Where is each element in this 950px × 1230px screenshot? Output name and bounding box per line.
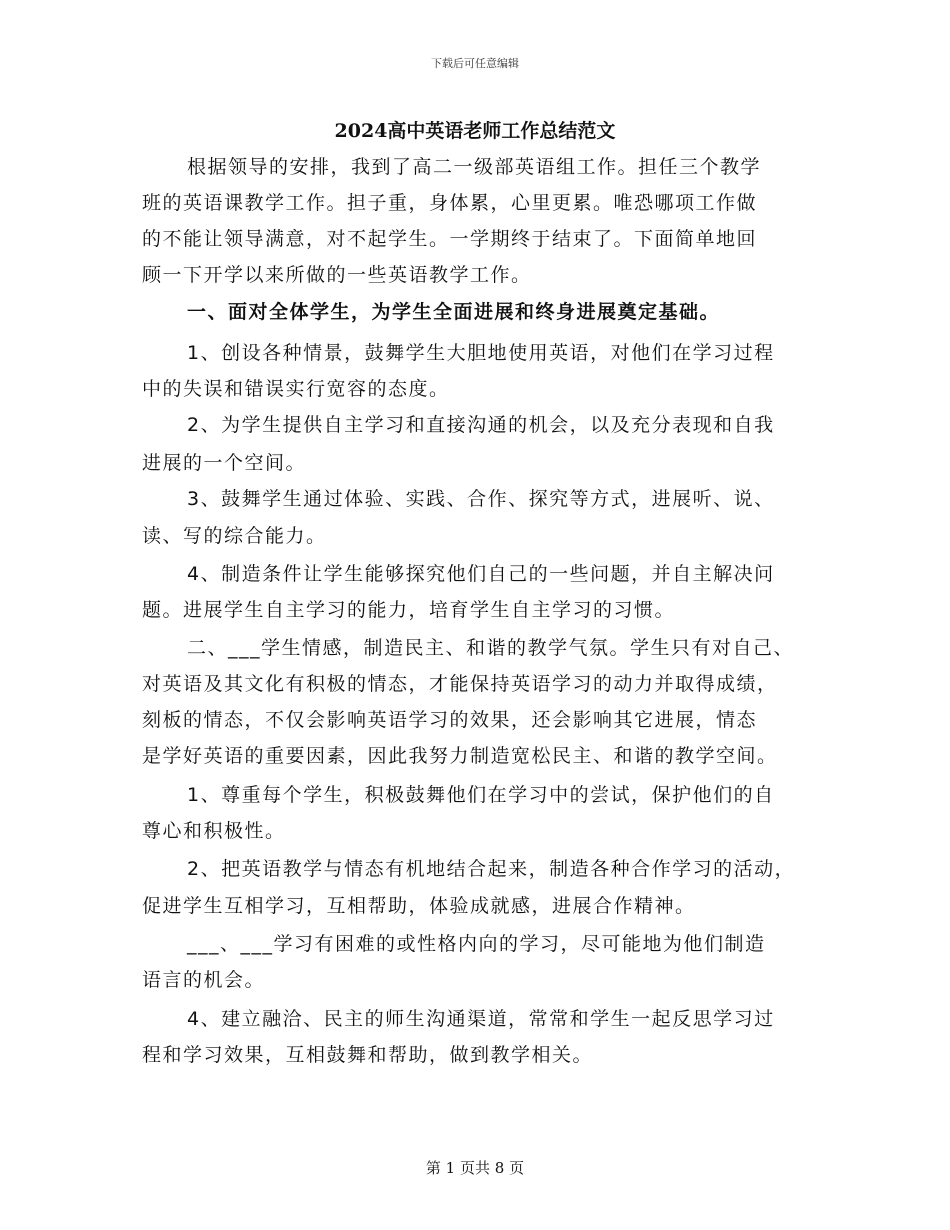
body-line: 1、创设各种情景，鼓舞学生大胆地使用英语，对他们在学习过程 bbox=[187, 342, 775, 364]
body-line: 尊心和积极性。 bbox=[142, 820, 286, 842]
body-line: 顾一下开学以来所做的一些英语教学工作。 bbox=[142, 264, 532, 286]
body-line: 4、制造条件让学生能够探究他们自己的一些问题，并自主解决问 bbox=[187, 563, 775, 585]
body-line: 读、写的综合能力。 bbox=[142, 525, 327, 547]
body-line: 语言的机会。 bbox=[142, 969, 266, 991]
body-line: 是学好英语的重要因素，因此我努力制造宽松民主、和谐的教学空间。 bbox=[142, 745, 778, 767]
header-note: 下载后可任意编辑 bbox=[431, 57, 519, 70]
body-line: 1、尊重每个学生，积极鼓舞他们在学习中的尝试，保护他们的自 bbox=[187, 784, 775, 806]
body-line: 进展的一个空间。 bbox=[142, 452, 307, 474]
body-line: 对英语及其文化有积极的情态，才能保持英语学习的动力并取得成绩， bbox=[142, 673, 778, 695]
body-line: 班的英语课教学工作。担子重，身体累，心里更累。唯恐哪项工作做 bbox=[142, 192, 758, 214]
section-heading: 一、面对全体学生，为学生全面进展和终身进展奠定基础。 bbox=[187, 301, 721, 323]
body-line: 的不能让领导满意，对不起学生。一学期终于结束了。下面简单地回 bbox=[142, 228, 758, 250]
body-line: 3、鼓舞学生通过体验、实践、合作、探究等方式，进展听、说、 bbox=[187, 488, 775, 510]
body-line: 2、为学生提供自主学习和直接沟通的机会，以及充分表现和自我 bbox=[187, 414, 775, 436]
body-line: 2、把英语教学与情态有机地结合起来，制造各种合作学习的活动， bbox=[187, 858, 796, 880]
page-number: 第 1 页共 8 页 bbox=[425, 1159, 525, 1177]
body-line: 中的失误和错误实行宽容的态度。 bbox=[142, 378, 450, 400]
body-line: 根据领导的安排，我到了高二一级部英语组工作。担任三个教学 bbox=[187, 156, 762, 178]
body-line: 刻板的情态，不仅会影响英语学习的效果，还会影响其它进展，情态 bbox=[142, 709, 758, 731]
document-title: 2024高中英语老师工作总结范文 bbox=[334, 120, 616, 142]
body-line: 程和学习效果，互相鼓舞和帮助，做到教学相关。 bbox=[142, 1044, 594, 1066]
body-line: 二、___学生情感，制造民主、和谐的教学气氛。学生只有对自己、 bbox=[187, 637, 795, 659]
body-line: 促进学生互相学习，互相帮助，体验成就感，进展合作精神。 bbox=[142, 895, 696, 917]
body-line: ___、___学习有困难的或性格内向的学习，尽可能地为他们制造 bbox=[187, 933, 766, 955]
body-line: 4、建立融洽、民主的师生沟通渠道，常常和学生一起反思学习过 bbox=[187, 1008, 775, 1030]
body-line: 题。进展学生自主学习的能力，培育学生自主学习的习惯。 bbox=[142, 599, 676, 621]
